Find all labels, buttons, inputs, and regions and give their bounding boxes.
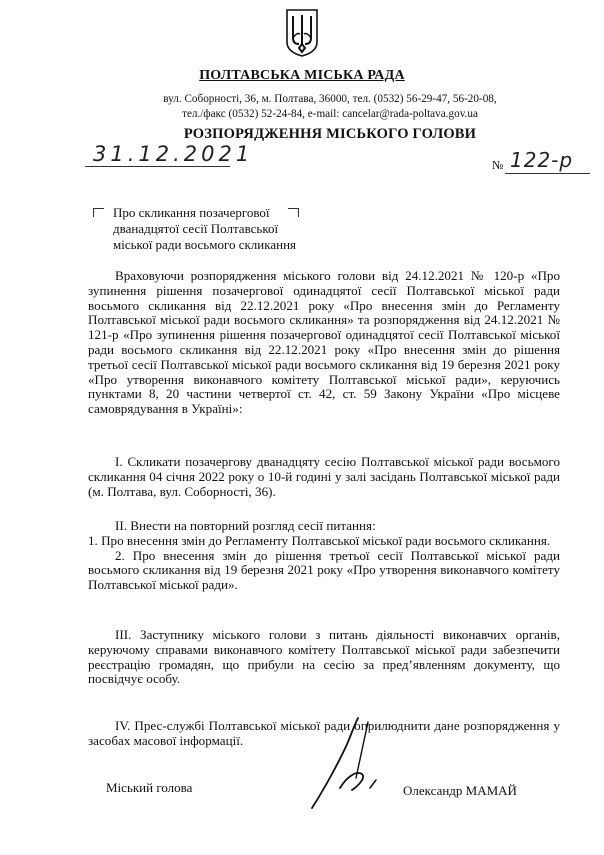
item-2-intro: ІІ. Внести на повторний розгляд сесії питання: <box>115 518 376 533</box>
subject-line: міської ради восьмого скликання <box>113 237 297 252</box>
address-line-1: вул. Соборності, 36, м. Полтава, 36000, тел. (0532) 56-29-47, 56-20-08, <box>163 93 497 105</box>
item-3-paragraph: ІІІ. Заступнику міського голови з питань діяльності виконавчих органів, керуючому справами виконавчого комітету Полтавської міської ради забезпечити реєстрацію громадян, що прибули на сесію за пред’явленням документу, що посвідчує особу. <box>88 627 560 687</box>
subject-bracket-left <box>93 208 104 217</box>
item-2-block <box>88 519 560 593</box>
subject-block <box>113 205 296 253</box>
subject-line: Про скликання позачергової <box>113 205 270 220</box>
signatory-position: Міський голова <box>106 780 193 795</box>
item-4-paragraph: IV. Прес-службі Полтавської міської ради оприлюднити дане розпорядження у засобах масової інформації. <box>88 718 560 748</box>
number-underline <box>505 173 590 174</box>
item-1-paragraph: І. Скликати позачергову дванадцяту сесію Полтавської міської ради восьмого скликання 04 січня 2022 року о 10-й годині у залі засідань Полтавської міської ради (м. Полтава, вул. Соборності, 36). <box>88 454 560 499</box>
number-label: № <box>492 158 504 172</box>
signatory-name: Олександр МАМАЙ <box>403 783 517 798</box>
document-date: 31.12.2021 <box>93 142 254 166</box>
item-2-sub-1: 1. Про внесення змін до Регламенту Полтавської міської ради восьмого скликання. <box>88 532 551 548</box>
date-underline <box>85 166 230 167</box>
trident-emblem-icon <box>285 8 319 58</box>
document-number: 122-р <box>510 148 574 172</box>
address-line-2: тел./факс (0532) 52-24-84, e-mail: cancelar@rada-poltava.gov.ua <box>182 108 478 120</box>
item-2-sub-2: 2. Про внесення змін до рішення третьої сесії Полтавської міської ради восьмого скликання від 19 березня 2021 року «Про утворення виконавчого комітету Полтавської міської ради». <box>88 547 560 593</box>
document-type-title: РОЗПОРЯДЖЕННЯ МІСЬКОГО ГОЛОВИ <box>183 126 477 142</box>
preamble-paragraph: Враховуючи розпорядження міського голови від 24.12.2021 № 120-р «Про зупинення рішення позачергової одинадцятої сесії Полтавської міської ради восьмого скликання від 22.12.2021 року «Про внесення змін до Регламенту Полтавської міської ради восьмого скликання» та розпорядження від 24.12.2021 № 121-р «Про зупинення рішення позачергової одинадцятої сесії Полтавської міської ради восьмого скликання від 22.12.2021 року «Про внесення змін до рішення третьої сесії Полтавської міської ради восьмого скликання від 19 березня 2021 року «Про утворення виконавчого комітету Полтавської міської ради», керуючись пунктами 8, 20 частини четвертої ст. 42, ст. 59 Закону України «Про місцеве самоврядування в Україні»: <box>88 268 560 417</box>
subject-line: дванадцятої сесії Полтавської <box>113 221 279 236</box>
signature-stroke <box>352 720 372 780</box>
organization-name: ПОЛТАВСЬКА МІСЬКА РАДА <box>199 68 405 83</box>
